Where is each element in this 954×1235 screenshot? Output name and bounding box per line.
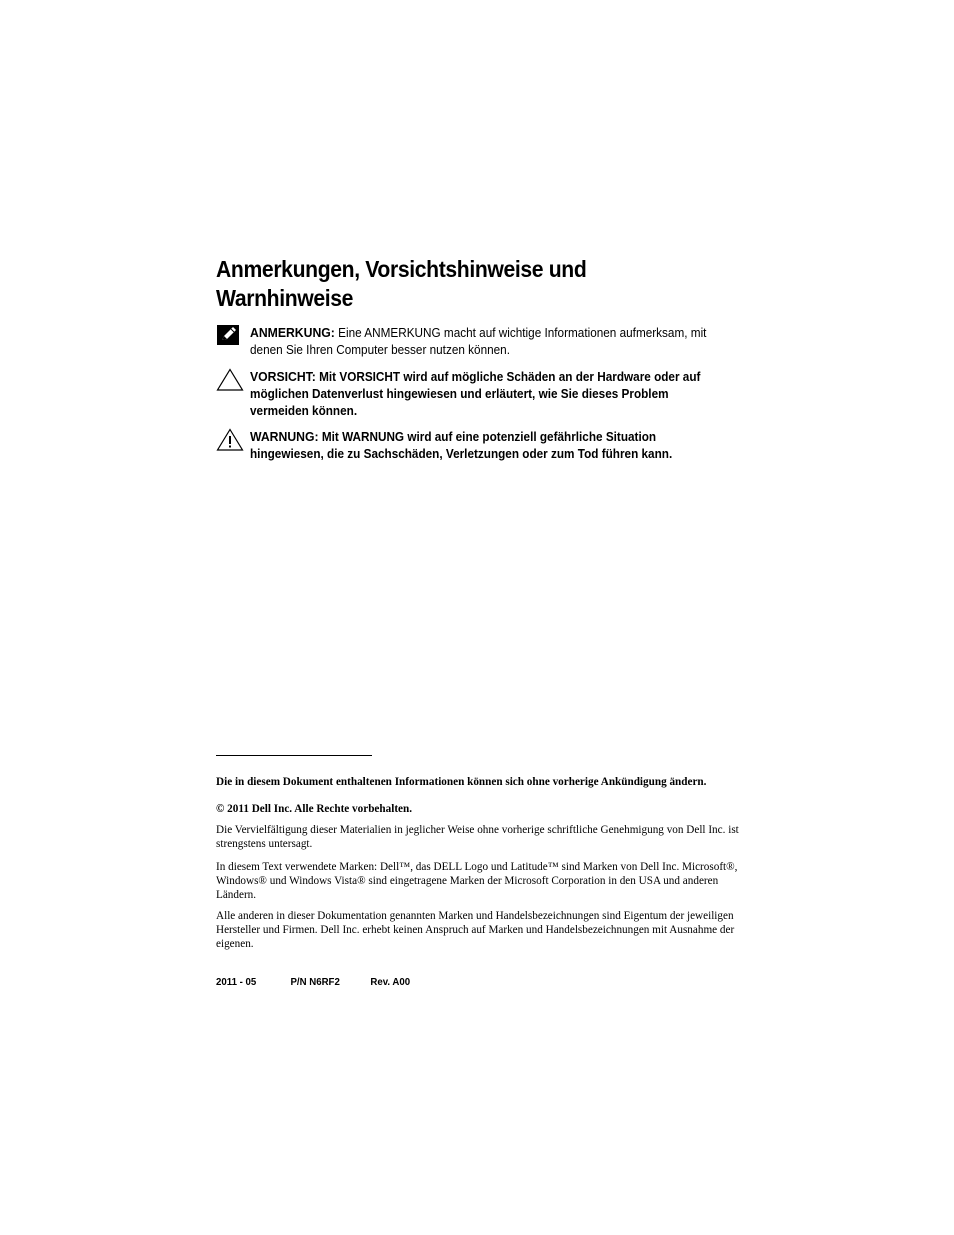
note-pencil-icon [216, 324, 244, 350]
warning-text: Mit WARNUNG wird auf eine potenziell gefährliche Situation hingewiesen, die zu Sachschäden, Verletzungen oder zum Tod führen kann. [250, 430, 673, 461]
caution-text: Mit VORSICHT wird auf mögliche Schäden an der Hardware oder auf möglichen Datenverlust hingewiesen und erläutert, wie Sie dieses Problem vermeiden können. [250, 370, 701, 418]
document-footer [216, 976, 410, 988]
trademark-notice: In diesem Text verwendete Marken: Dell™, das DELL Logo und Latitude™ sind Marken von Dell Inc. Microsoft®, Windows® und Windows Vista® sind eingetragene Marken der Microsoft Corporation in den USA und anderen Ländern. [216, 861, 738, 901]
note-text: Eine ANMERKUNG macht auf wichtige Informationen aufmerksam, mit denen Sie Ihren Computer besser nutzen können. [250, 326, 707, 357]
footer-revision: Rev. A00 [370, 976, 411, 988]
divider [216, 755, 372, 756]
warning-label: WARNUNG: [250, 429, 319, 444]
change-notice: Die in diesem Dokument enthaltenen Informationen können sich ohne vorherige Ankündigung ändern. [216, 776, 707, 788]
footer-part-number: P/N N6RF2 [290, 976, 340, 988]
caution-triangle-icon [216, 368, 244, 394]
caution-label: VORSICHT: [250, 369, 316, 384]
warning-triangle-icon [216, 428, 244, 454]
footer-date: 2011 - 05 [216, 976, 257, 988]
reproduction-notice: Die Vervielfältigung dieser Materialien in jeglicher Weise ohne vorherige schriftliche Genehmigung von Dell Inc. ist strengstens untersagt. [216, 824, 739, 850]
note-label: ANMERKUNG: [250, 325, 335, 340]
page-title: Anmerkungen, Vorsichtshinweise und Warnhinweise [216, 256, 587, 311]
copyright: © 2011 Dell Inc. Alle Rechte vorbehalten. [216, 803, 413, 815]
other-trademarks-notice: Alle anderen in dieser Dokumentation genannten Marken und Handelsbezeichnungen sind Eigentum der jeweiligen Hersteller und Firmen. Dell Inc. erhebt keinen Anspruch auf Marken und Handelsbezeichnungen mit Ausnahme der eigenen. [216, 910, 735, 950]
